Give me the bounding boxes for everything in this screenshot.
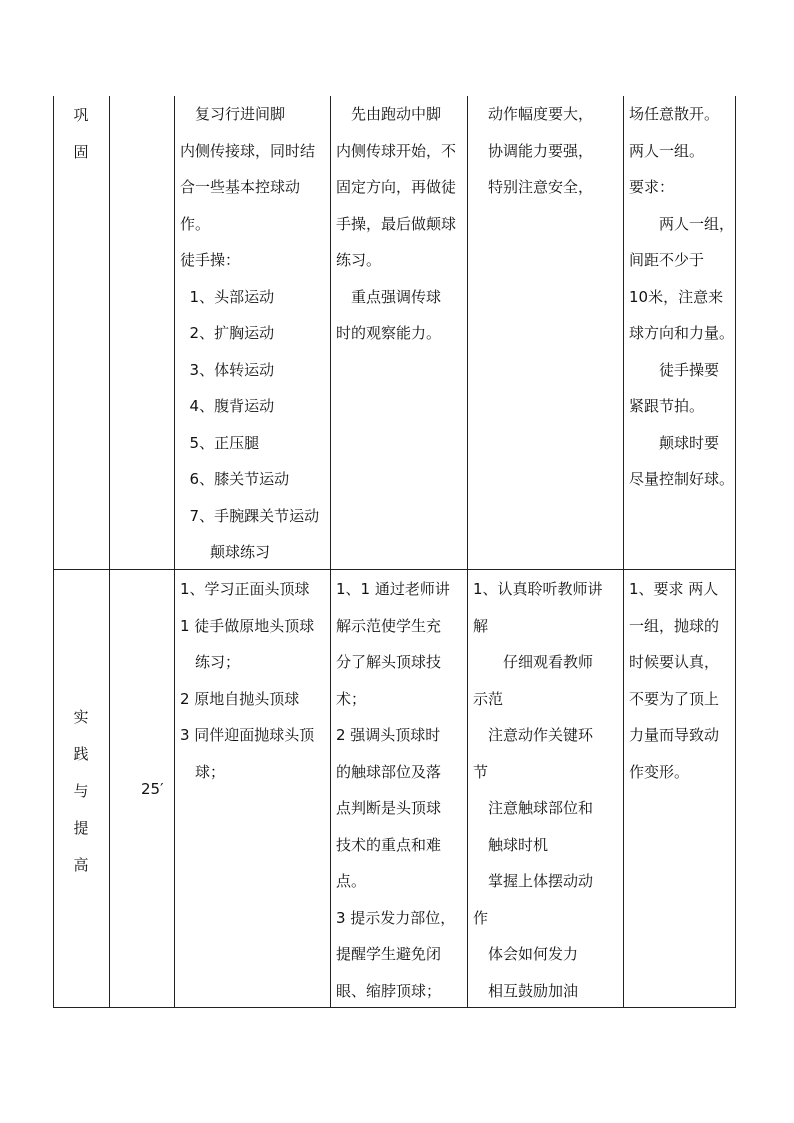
- row1-organization-line: 要求：: [629, 178, 675, 196]
- row2-student-line: 节: [473, 762, 489, 781]
- row-divider: [53, 569, 736, 570]
- row1-organization-line: 两人一组。: [629, 141, 705, 160]
- row2-organization: [629, 571, 719, 790]
- row1-content-line: 3、体转运动: [180, 360, 275, 379]
- row1-phase: [53, 97, 109, 171]
- row1-organization: [629, 96, 734, 498]
- row2-phase-char: 实: [73, 708, 89, 726]
- row2-student-line: 掌握上体摆动动: [473, 872, 594, 890]
- row1-teacher-line: 固定方向，再做徒: [336, 178, 457, 196]
- row2-phase: [53, 699, 109, 884]
- table-border-right: [735, 96, 736, 1008]
- row1-teacher-line: 内侧传球开始，不: [336, 141, 457, 160]
- column-divider-1: [109, 96, 110, 1008]
- row1-content-line: 复习行进间脚: [180, 105, 286, 123]
- row2-content-line: 练习；: [180, 653, 241, 671]
- row1-teacher-line: 先由跑动中脚: [336, 105, 442, 123]
- row1-teacher-line: 练习。: [336, 251, 382, 269]
- row1-student: [488, 96, 593, 206]
- row1-content-line: 2、扩胸运动: [180, 324, 275, 342]
- row2-student-line: 1、认真聆听教师讲: [473, 580, 603, 598]
- row2-teacher-line: 点判断是头顶球: [336, 799, 442, 817]
- column-divider-2: [174, 96, 175, 1008]
- row2-phase-char: 高: [73, 856, 89, 874]
- row2-content-line: 3 同伴迎面抛球头顶: [180, 726, 315, 744]
- row2-organization-line: 力量而导致动: [629, 726, 720, 744]
- row1-student-line: 动作幅度要大，: [488, 105, 594, 123]
- row2-organization-line: 时候要认真，: [629, 653, 720, 671]
- row1-phase-char: 巩: [73, 106, 89, 124]
- row2-teacher-line: 点。: [336, 872, 367, 890]
- column-divider-4: [467, 96, 468, 1008]
- row1-teacher-line: 时的观察能力。: [336, 324, 442, 342]
- row2-student-line: 解: [473, 616, 489, 635]
- row2-teacher-line: 的触球部位及落: [336, 762, 442, 781]
- row1-content-line: 颠球练习: [180, 543, 271, 561]
- lesson-plan-table: [53, 96, 736, 1008]
- row1-organization-line: 球方向和力量。: [629, 324, 735, 342]
- row2-content-line: 2 原地自抛头顶球: [180, 689, 300, 708]
- row2-student-line: 注意触球部位和: [473, 799, 594, 817]
- row1-organization-line: 场任意散开。: [629, 105, 720, 123]
- row1-teacher-line: 手操，最后做颠球: [336, 214, 457, 233]
- row2-student-line: 触球时机: [473, 835, 549, 854]
- row1-content-line: 4、腹背运动: [180, 397, 275, 415]
- row1-organization-line: 紧跟节拍。: [629, 397, 705, 415]
- row2-organization-line: 1、要求 两人: [629, 580, 719, 598]
- row1-organization-line: 徒手操要: [629, 360, 720, 379]
- row1-content-line: 内侧传接球，同时结: [180, 141, 316, 160]
- column-divider-3: [330, 96, 331, 1008]
- row1-organization-line: 10米，注意来: [629, 287, 724, 306]
- row2-student: [473, 571, 603, 1009]
- row1-content: [180, 96, 319, 571]
- row1-organization-line: 尽量控制好球。: [629, 470, 735, 488]
- row2-student-line: 体会如何发力: [473, 945, 579, 963]
- row2-teacher-line: 2 强调头顶球时: [336, 726, 441, 744]
- row1-student-line: 协调能力要强，: [488, 141, 594, 160]
- row2-organization-line: 一组，抛球的: [629, 616, 720, 635]
- row2-student-line: 仔细观看教师: [473, 653, 594, 671]
- row1-content-line: 1、头部运动: [180, 287, 275, 306]
- row1-phase-char: 固: [73, 143, 89, 161]
- row2-teacher-line: 技术的重点和难: [336, 835, 442, 854]
- row2-phase-char: 践: [73, 745, 89, 763]
- row1-organization-line: 两人一组，: [629, 214, 735, 233]
- row2-teacher: [336, 571, 455, 1009]
- row2-teacher-line: 解示范使学生充: [336, 616, 442, 635]
- row2-teacher-line: 分了解头顶球技: [336, 653, 442, 671]
- row2-content-line: 球；: [180, 762, 226, 781]
- row1-content-line: 5、正压腿: [180, 433, 260, 452]
- row2-student-line: 注意动作关键环: [473, 726, 594, 744]
- row2-organization-line: 不要为了顶上: [629, 689, 720, 708]
- row2-student-line: 相互鼓励加油: [473, 981, 579, 1000]
- column-divider-5: [623, 96, 624, 1008]
- row2-teacher-line: 术；: [336, 689, 367, 708]
- row1-content-line: 作。: [180, 214, 211, 233]
- row2-student-line: 作: [473, 908, 489, 927]
- row2-duration: 25′: [141, 780, 164, 798]
- row1-content-line: 合一些基本控球动: [180, 178, 301, 196]
- row1-organization-line: 间距不少于: [629, 251, 705, 269]
- row2-content: [180, 571, 314, 790]
- row1-organization-line: 颠球时要: [629, 433, 720, 452]
- row2-phase-char: 与: [73, 782, 89, 800]
- row2-student-line: 示范: [473, 689, 504, 708]
- row2-teacher-line: 眼、缩脖顶球；: [336, 981, 442, 1000]
- row2-teacher-line: 1、1 通过老师讲: [336, 580, 450, 598]
- row2-organization-line: 作变形。: [629, 762, 690, 781]
- row2-content-line: 1、学习正面头顶球: [180, 580, 310, 598]
- row1-student-line: 特别注意安全，: [488, 178, 594, 196]
- row1-content-line: 徒手操：: [180, 251, 241, 269]
- row1-teacher-line: 重点强调传球: [336, 287, 442, 306]
- row2-phase-char: 提: [73, 819, 89, 837]
- row1-content-line: 6、膝关节运动: [180, 470, 290, 488]
- row2-content-line: 1 徒手做原地头顶球: [180, 616, 315, 635]
- row2-teacher-line: 3 提示发力部位，: [336, 908, 456, 927]
- row2-teacher-line: 提醒学生避免闭: [336, 945, 442, 963]
- row1-content-line: 7、手腕踝关节运动: [180, 506, 320, 525]
- row1-teacher: [336, 96, 456, 352]
